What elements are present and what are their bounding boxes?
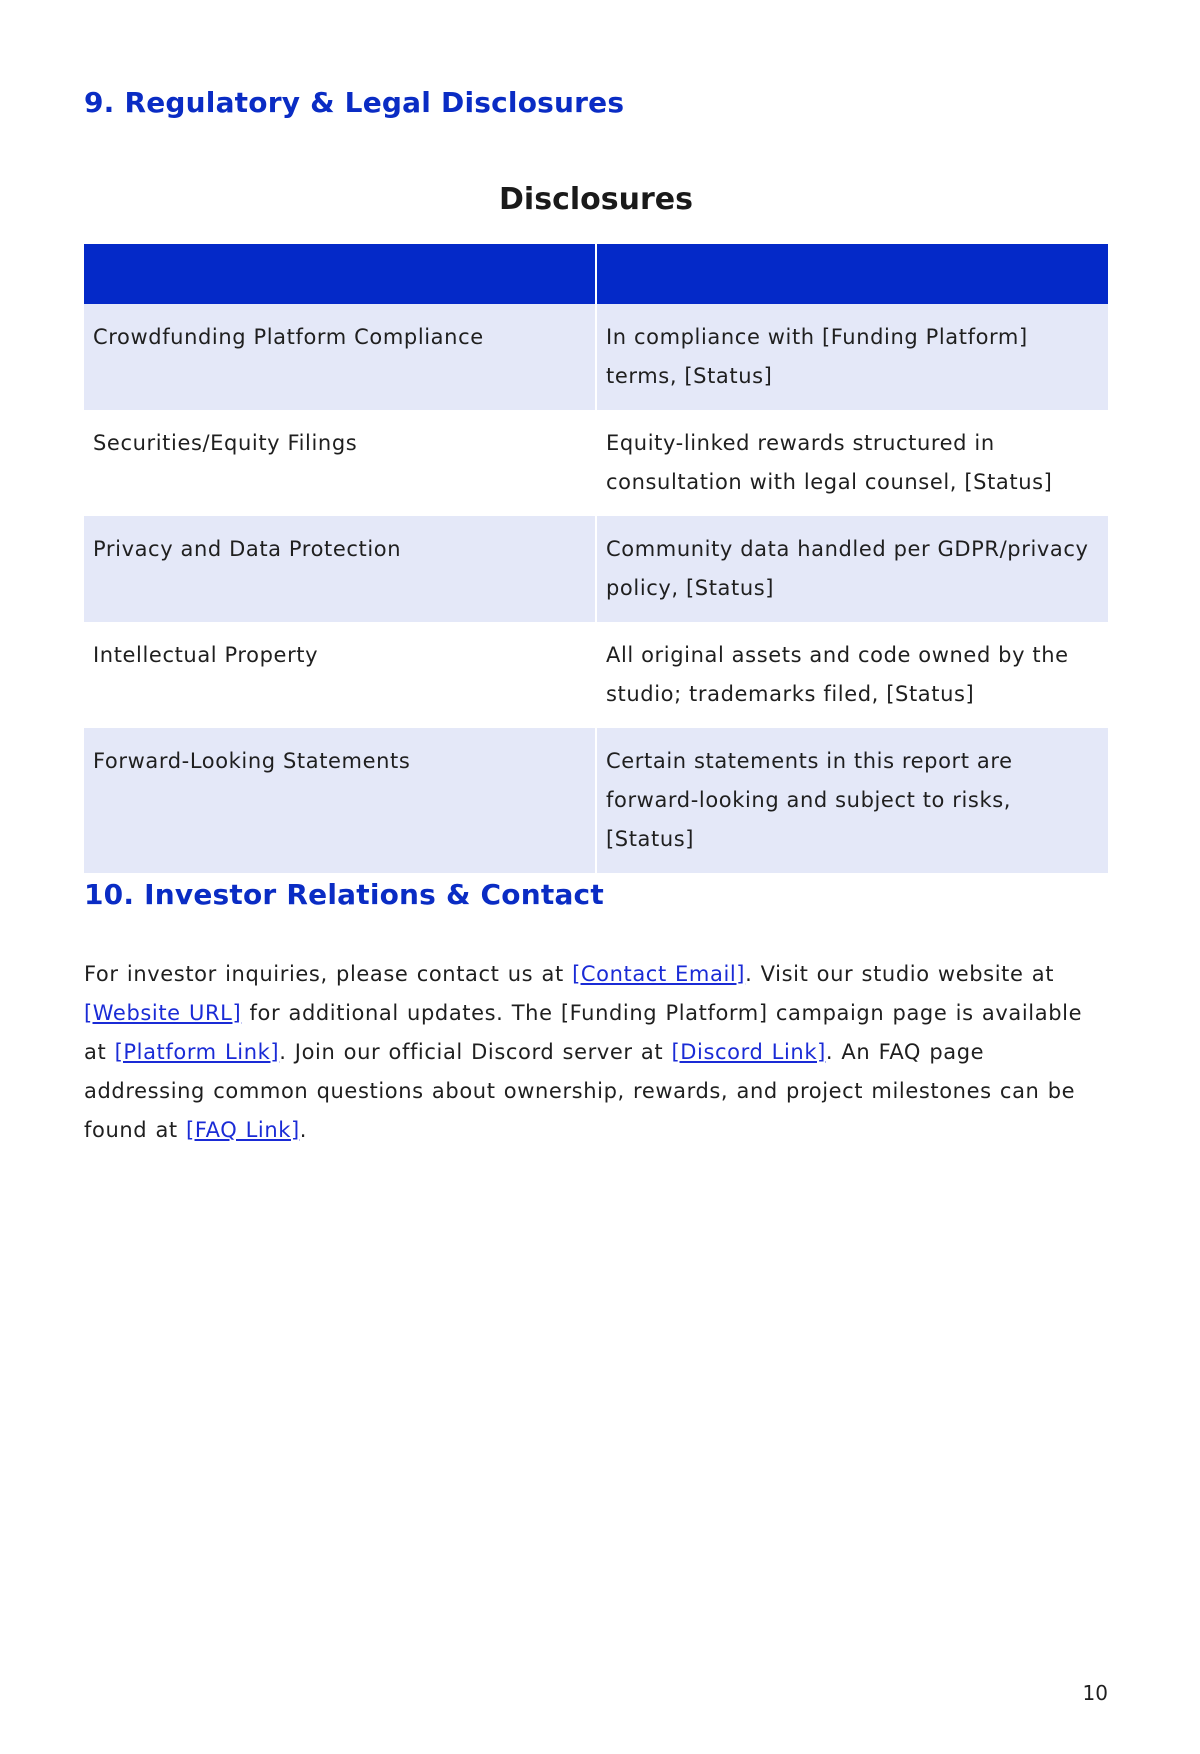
faq-link[interactable]: [FAQ Link] xyxy=(186,1118,300,1142)
paragraph-text: for additional updates. The [Funding Platform] campaign page is available at xyxy=(84,1001,1083,1064)
paragraph-text: . xyxy=(299,1118,308,1142)
table-cell-item: Crowdfunding Platform Compliance xyxy=(84,304,596,410)
paragraph-text: . Visit our studio website at xyxy=(745,962,1055,986)
table-header-cell xyxy=(84,244,596,304)
disclosures-table xyxy=(84,244,1108,873)
table-title: Disclosures xyxy=(499,182,693,217)
section-heading-investor-relations: 10. Investor Relations & Contact xyxy=(84,878,604,911)
table-row xyxy=(84,728,1108,873)
table-cell-detail: In compliance with [Funding Platform] terms, [Status] xyxy=(596,304,1108,410)
table-cell-item: Securities/Equity Filings xyxy=(84,410,596,516)
table-cell-item: Intellectual Property xyxy=(84,622,596,728)
paragraph-text: . Join our official Discord server at xyxy=(279,1040,672,1064)
investor-contact-paragraph xyxy=(84,955,1108,1150)
contact-email-link[interactable]: [Contact Email] xyxy=(572,962,746,986)
table-row xyxy=(84,622,1108,728)
table-cell-detail: Community data handled per GDPR/privacy policy, [Status] xyxy=(596,516,1108,622)
platform-link[interactable]: [Platform Link] xyxy=(114,1040,280,1064)
table-cell-detail: All original assets and code owned by the studio; trademarks filed, [Status] xyxy=(596,622,1108,728)
website-url-link[interactable]: [Website URL] xyxy=(84,1001,242,1025)
table-cell-detail: Certain statements in this report are forward-looking and subject to risks, [Status] xyxy=(596,728,1108,873)
table-cell-item: Privacy and Data Protection xyxy=(84,516,596,622)
table-cell-item: Forward-Looking Statements xyxy=(84,728,596,873)
table-header-cell xyxy=(596,244,1108,304)
table-row xyxy=(84,410,1108,516)
table-row xyxy=(84,516,1108,622)
section-heading-regulatory: 9. Regulatory & Legal Disclosures xyxy=(84,86,625,119)
table-header-row xyxy=(84,244,1108,304)
table-cell-detail: Equity-linked rewards structured in consultation with legal counsel, [Status] xyxy=(596,410,1108,516)
discord-link[interactable]: [Discord Link] xyxy=(671,1040,826,1064)
paragraph-text: . An FAQ page addressing common questions about ownership, rewards, and project milestones can be found at xyxy=(84,1040,1076,1142)
table-row xyxy=(84,304,1108,410)
paragraph-text: For investor inquiries, please contact us at xyxy=(84,962,573,986)
page-number: 10 xyxy=(1082,1681,1108,1705)
